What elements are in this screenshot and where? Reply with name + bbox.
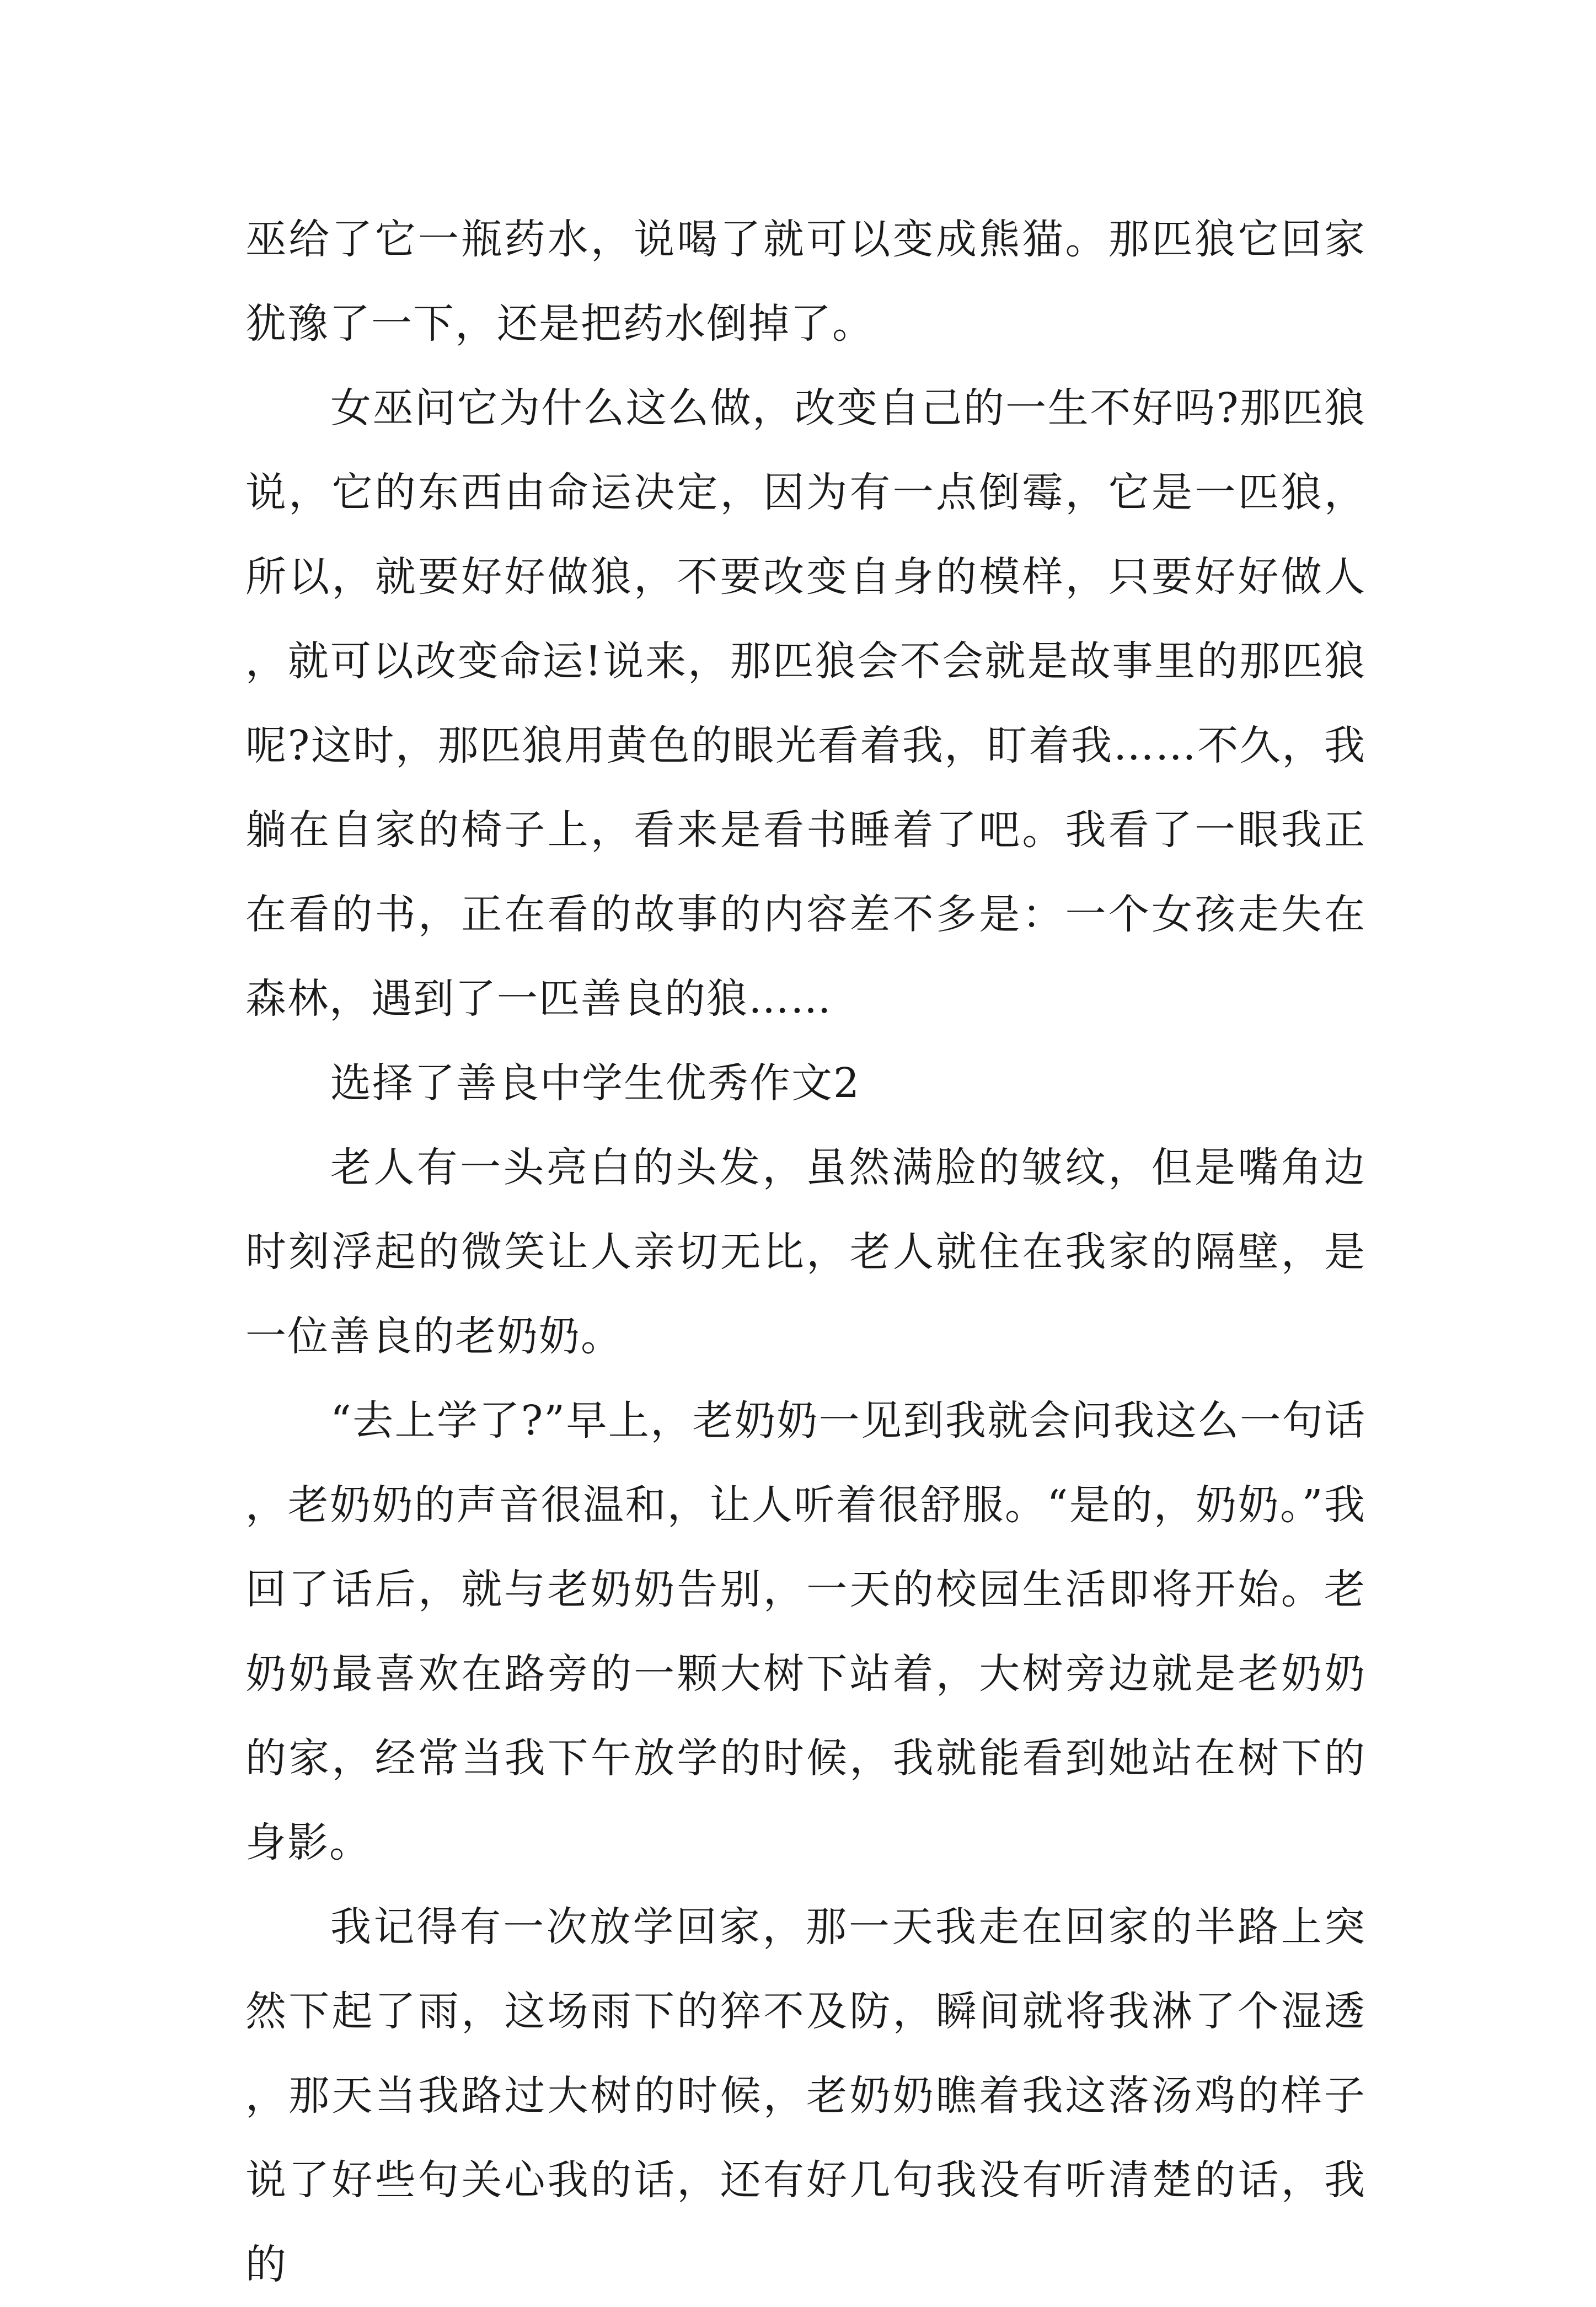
paragraph-5: 我记得有一次放学回家，那一天我走在回家的半路上突然下起了雨，这场雨下的猝不及防，瞬间就将我淋了个湿透，那天当我路过大树的时候，老奶奶瞧着我这落汤鸡的样子说了好些句关心我的话，还有好几句我没有听清楚的话，我的 (245, 1903, 1366, 2288)
paragraph-2: 女巫问它为什么这么做，改变自己的一生不好吗?那匹狼说，它的东西由命运决定，因为有一点倒霉，它是一匹狼，所以，就要好好做狼，不要改变自身的模样，只要好好做人，就可以改变命运!说来，那匹狼会不会就是故事里的那匹狼呢?这时，那匹狼用黄色的眼光看着我，盯着我……不久，我躺在自家的椅子上，看来是看书睡着了吧。我看了一眼我正在看的书，正在看的故事的内容差不多是：一个女孩走失在森林，遇到了一匹善良的狼…… (245, 384, 1366, 1023)
document-body (245, 197, 1366, 2307)
paragraph-4: “去上学了?”早上，老奶奶一见到我就会问我这么一句话，老奶奶的声音很温和，让人听着很舒服。“是的，奶奶。”我回了话后，就与老奶奶告别，一天的校园生活即将开始。老奶奶最喜欢在路旁的一颗大树下站着，大树旁边就是老奶奶的家，经常当我下午放学的时候，我就能看到她站在树下的身影。 (245, 1397, 1366, 1866)
paragraph-1: 巫给了它一瓶药水，说喝了就可以变成熊猫。那匹狼它回家犹豫了一下，还是把药水倒掉了。 (245, 216, 1366, 347)
essay-heading: 选择了善良中学生优秀作文2 (330, 1059, 861, 1107)
paragraph-3: 老人有一头亮白的头发，虽然满脸的皱纹，但是嘴角边时刻浮起的微笑让人亲切无比，老人就住在我家的隔壁，是一位善良的老奶奶。 (245, 1144, 1366, 1360)
